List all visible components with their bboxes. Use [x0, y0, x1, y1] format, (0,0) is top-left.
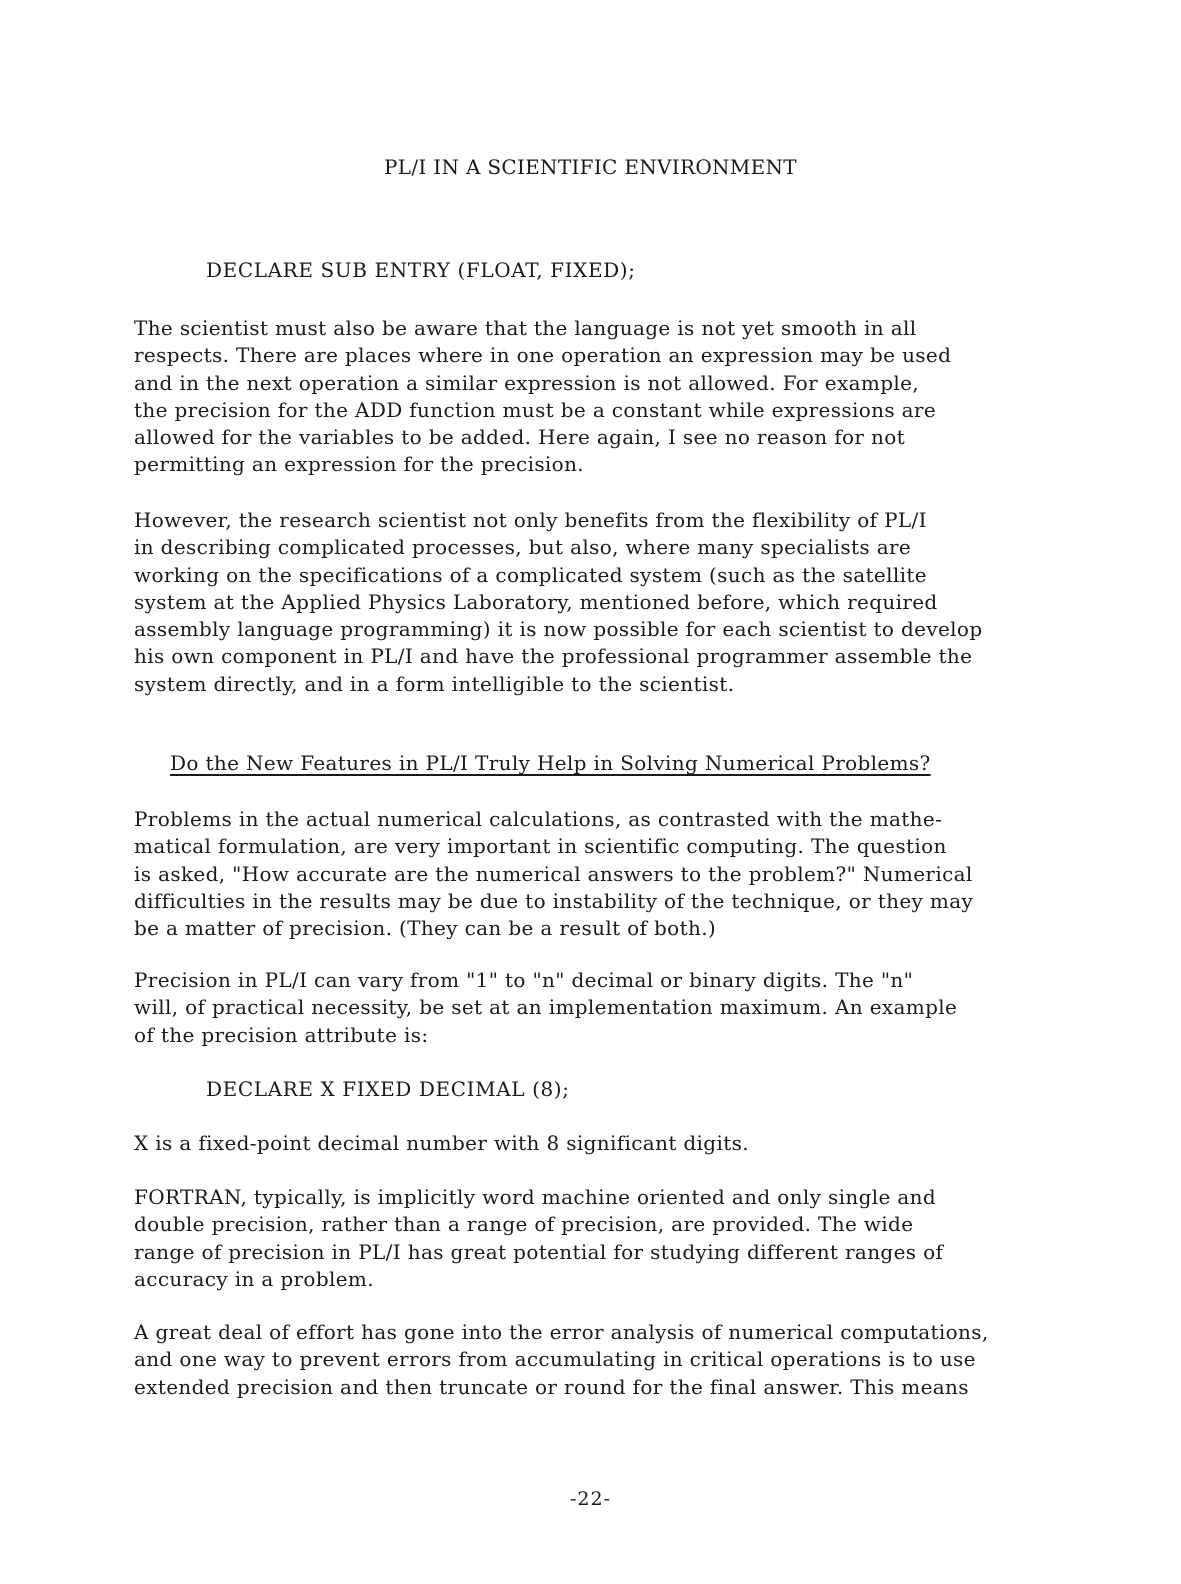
- running-title: PL/I IN A SCIENTIFIC ENVIRONMENT: [384, 155, 797, 179]
- code-declaration-fixed-decimal: DECLARE X FIXED DECIMAL (8);: [206, 1077, 570, 1101]
- text-line: in describing complicated processes, but also, where many specialists are: [134, 535, 912, 560]
- text-line: However, the research scientist not only benefits from the flexibility of PL/I: [134, 508, 927, 532]
- paragraph-numerical-problems: [134, 806, 1124, 942]
- paragraph-research-scientist-benefits: [134, 507, 1124, 698]
- text-line: assembly language programming) it is now possible for each scientist to develop: [134, 617, 983, 642]
- text-line: X is a fixed-point decimal number with 8 significant digits.: [134, 1131, 749, 1155]
- paragraph-language-not-smooth: [134, 315, 1124, 479]
- text-line: The scientist must also be aware that the language is not yet smooth in all: [134, 316, 917, 340]
- text-line: be a matter of precision. (They can be a result of both.): [134, 916, 717, 941]
- text-line: matical formulation, are very important in scientific computing. The question: [134, 834, 947, 859]
- text-line: accuracy in a problem.: [134, 1266, 374, 1291]
- paragraph-precision-range: [134, 967, 1124, 1049]
- section-heading: Do the New Features in PL/I Truly Help in Solving Numerical Problems?: [170, 751, 931, 775]
- code-declaration-sub-entry: DECLARE SUB ENTRY (FLOAT, FIXED);: [206, 258, 636, 282]
- text-line: system at the Applied Physics Laboratory, mentioned before, which required: [134, 589, 938, 614]
- text-line: A great deal of effort has gone into the error analysis of numerical computations,: [134, 1320, 989, 1344]
- text-line: Precision in PL/I can vary from "1" to "n" decimal or binary digits. The "n": [134, 968, 914, 992]
- text-line: system directly, and in a form intelligible to the scientist.: [134, 671, 735, 696]
- text-line: Problems in the actual numerical calculations, as contrasted with the mathe-: [134, 807, 943, 831]
- text-line: the precision for the ADD function must be a constant while expressions are: [134, 397, 937, 422]
- text-line: permitting an expression for the precision.: [134, 452, 585, 477]
- text-line: and in the next operation a similar expression is not allowed. For example,: [134, 370, 919, 395]
- text-line: double precision, rather than a range of precision, are provided. The wide: [134, 1212, 914, 1237]
- text-line: range of precision in PL/I has great potential for studying different ranges of: [134, 1239, 944, 1264]
- text-line: extended precision and then truncate or round for the final answer. This means: [134, 1374, 969, 1399]
- paragraph-fortran-precision: [134, 1184, 1124, 1293]
- text-line: FORTRAN, typically, is implicitly word machine oriented and only single and: [134, 1185, 937, 1209]
- text-line: will, of practical necessity, be set at an implementation maximum. An example: [134, 995, 958, 1020]
- paragraph-fixed-point-explanation: [134, 1130, 1124, 1157]
- text-line: of the precision attribute is:: [134, 1022, 429, 1047]
- page-number: -22-: [569, 1488, 612, 1510]
- text-line: difficulties in the results may be due to instability of the technique, or they may: [134, 888, 974, 913]
- text-line: is asked, "How accurate are the numerical answers to the problem?" Numerical: [134, 861, 973, 886]
- text-line: respects. There are places where in one operation an expression may be used: [134, 343, 952, 368]
- text-line: and one way to prevent errors from accumulating in critical operations is to use: [134, 1347, 976, 1372]
- text-line: allowed for the variables to be added. Here again, I see no reason for not: [134, 425, 906, 450]
- text-line: working on the specifications of a complicated system (such as the satellite: [134, 562, 927, 587]
- paragraph-error-analysis: [134, 1319, 1124, 1401]
- text-line: his own component in PL/I and have the professional programmer assemble the: [134, 644, 973, 669]
